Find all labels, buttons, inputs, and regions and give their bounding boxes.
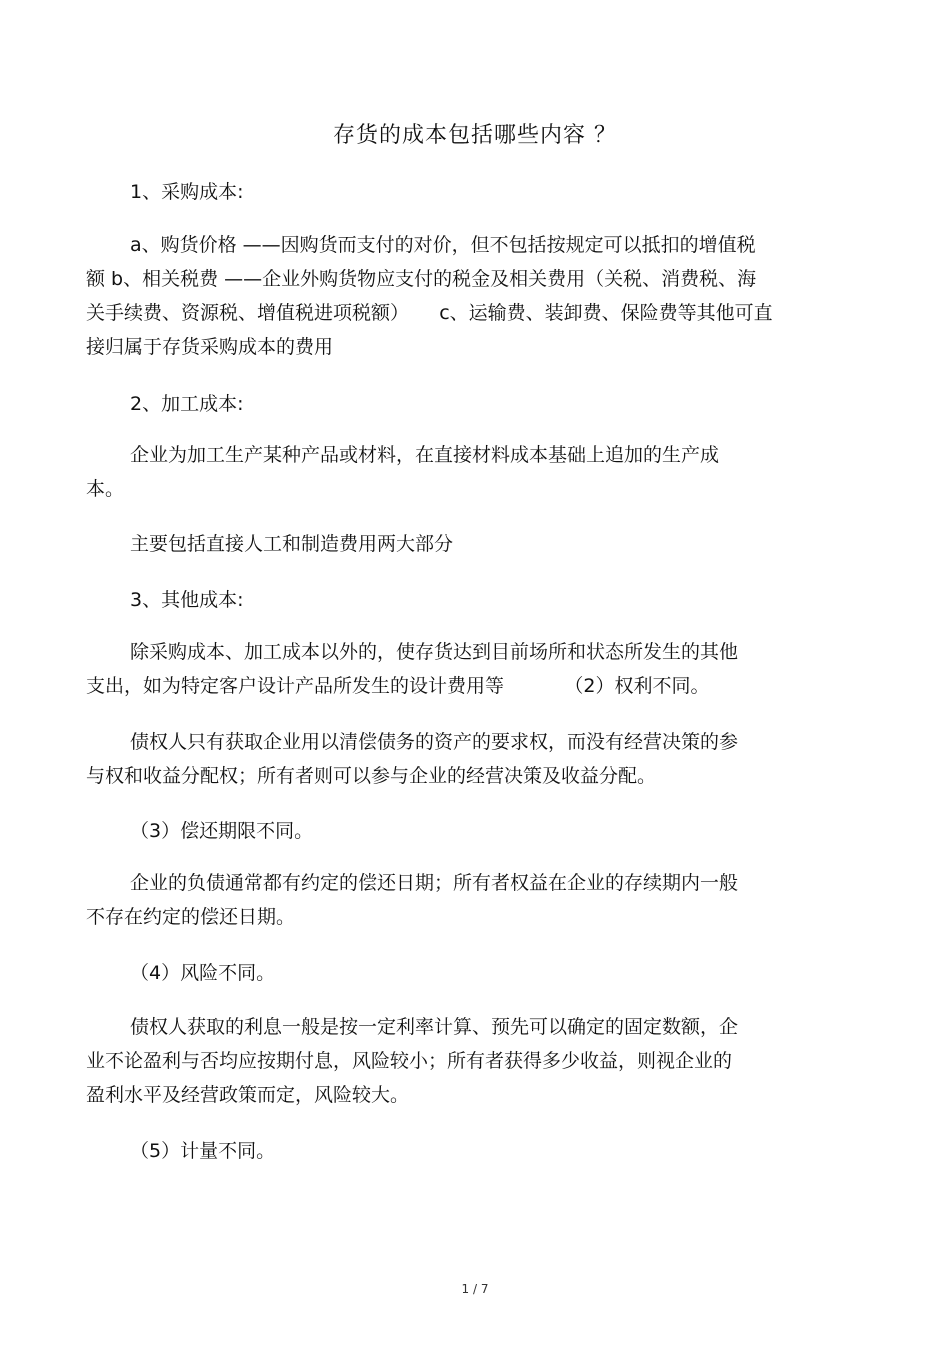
- paragraph-5-line-1: 债权人只有获取企业用以清偿债务的资产的要求权，而没有经营决策的参: [130, 731, 739, 753]
- page-number: 1 / 7: [461, 1282, 489, 1296]
- section-heading-1: 1、采购成本:: [130, 181, 244, 203]
- paragraph-4-line-1: 除采购成本、加工成本以外的，使存货达到目前场所和状态所发生的其他: [130, 641, 739, 663]
- paragraph-5-line-2: 与权和收益分配权；所有者则可以参与企业的经营决策及收益分配。: [86, 765, 657, 787]
- section-heading-2: 2、加工成本:: [130, 393, 244, 415]
- paragraph-1-line-2: 额 b、相关税费 ——企业外购货物应支付的税金及相关费用（关税、消费税、海: [86, 268, 757, 290]
- paragraph-7-line-2: 业不论盈利与否均应按期付息，风险较小；所有者获得多少收益，则视企业的: [86, 1050, 733, 1072]
- paragraph-1-line-4: 接归属于存货采购成本的费用: [86, 336, 334, 358]
- paragraph-2-line-1: 企业为加工生产某种产品或材料，在直接材料成本基础上追加的生产成: [130, 444, 720, 466]
- paragraph-7-line-3: 盈利水平及经营政策而定，风险较大。: [86, 1084, 410, 1106]
- paragraph-4-line-2: 支出，如为特定客户设计产品所发生的设计费用等 （2）权利不同。: [86, 675, 710, 697]
- section-heading-6: （5）计量不同。: [130, 1140, 276, 1162]
- paragraph-6-line-2: 不存在约定的偿还日期。: [86, 906, 296, 928]
- document-title: 存货的成本包括哪些内容 ？: [333, 123, 617, 148]
- paragraph-2-line-2: 本。: [86, 478, 125, 500]
- section-heading-5: （4）风险不同。: [130, 962, 276, 984]
- section-heading-3: 3、其他成本:: [130, 589, 244, 611]
- section-heading-4: （3）偿还期限不同。: [130, 820, 314, 842]
- paragraph-7-line-1: 债权人获取的利息一般是按一定利率计算、预先可以确定的固定数额，企: [130, 1016, 739, 1038]
- paragraph-1-line-3: 关手续费、资源税、增值税进项税额） c、运输费、装卸费、保险费等其他可直: [86, 302, 773, 324]
- paragraph-3: 主要包括直接人工和制造费用两大部分: [130, 533, 454, 555]
- paragraph-6-line-1: 企业的负债通常都有约定的偿还日期；所有者权益在企业的存续期内一般: [130, 872, 739, 894]
- paragraph-1-line-1: a、购货价格 ——因购货而支付的对价，但不包括按规定可以抵扣的增值税: [130, 234, 756, 256]
